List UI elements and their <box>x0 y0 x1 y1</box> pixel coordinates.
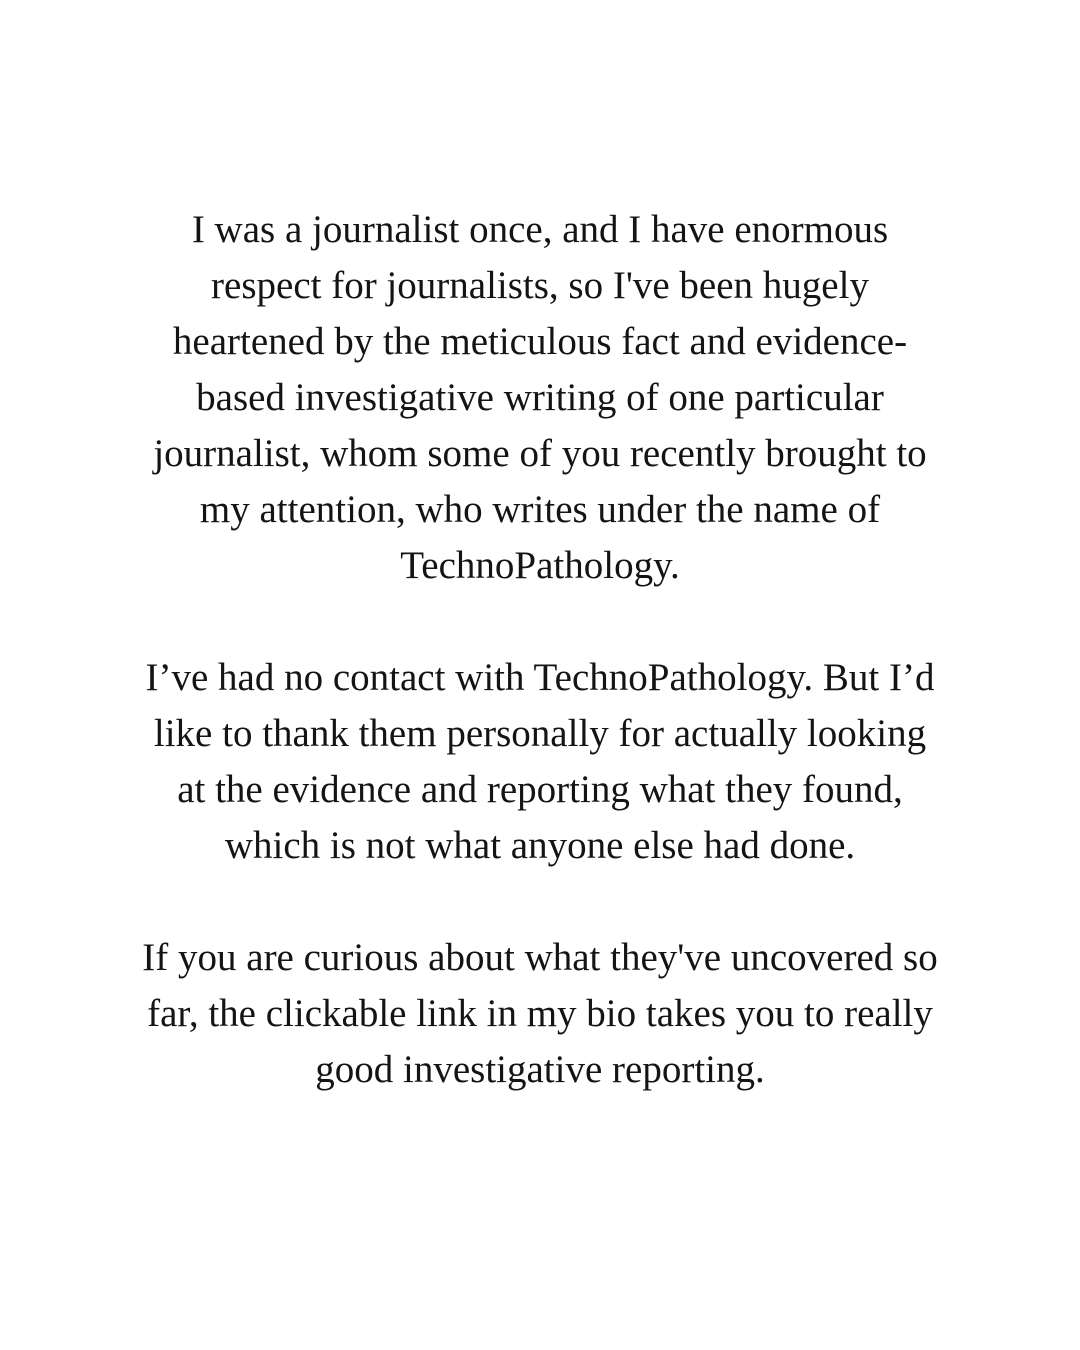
text-line: my attention, who writes under the name of <box>199 488 881 531</box>
text-line: far, the clickable link in my bio takes you to really <box>147 992 933 1035</box>
text-line: respect for journalists, so I've been hugely <box>211 264 869 307</box>
text-line: If you are curious about what they've uncovered so <box>142 936 938 979</box>
text-line: based investigative writing of one particular <box>196 376 884 419</box>
paragraph-link-in-bio <box>0 930 1080 1098</box>
text-line: heartened by the meticulous fact and evidence- <box>172 320 908 363</box>
text-line: which is not what anyone else had done. <box>224 824 856 867</box>
text-line: at the evidence and reporting what they found, <box>177 768 903 811</box>
text-line: journalist, whom some of you recently brought to <box>153 432 927 475</box>
post-text <box>0 202 1080 1098</box>
text-line: TechnoPathology. <box>400 544 680 587</box>
text-line: good investigative reporting. <box>315 1048 765 1091</box>
paragraph-journalist <box>0 202 1080 594</box>
text-line: like to thank them personally for actually looking <box>153 712 927 755</box>
text-line: I’ve had no contact with TechnoPathology. But I’d <box>145 656 935 699</box>
paragraph-thanks <box>0 650 1080 874</box>
text-line: I was a journalist once, and I have enormous <box>191 208 889 251</box>
